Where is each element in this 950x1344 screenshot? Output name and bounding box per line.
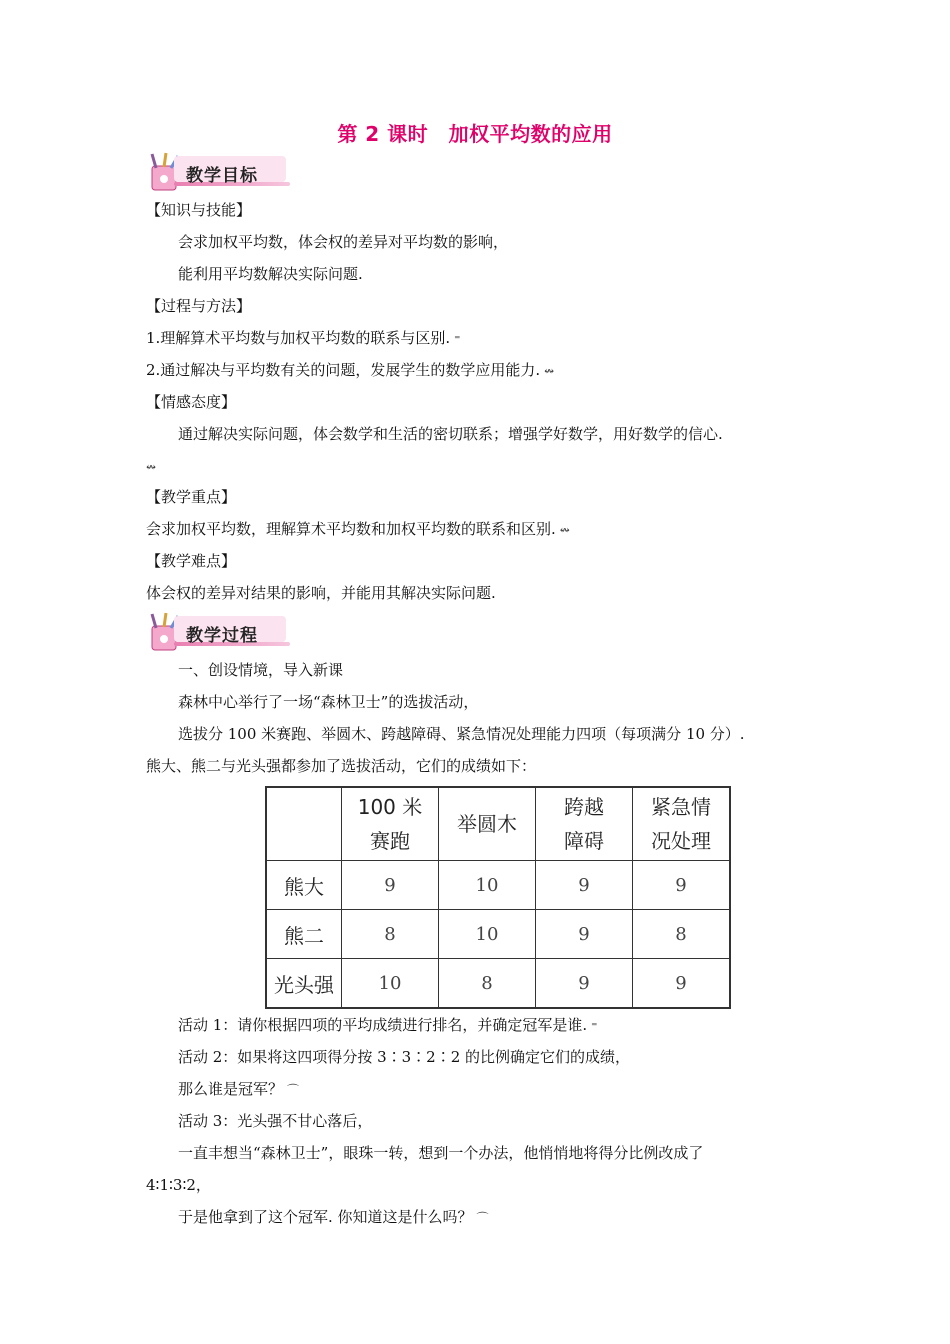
squiggle-mark-icon: ↭ (146, 460, 157, 474)
row-name-cell: 熊二 (266, 910, 342, 959)
activity-line-4: 活动 3：光头强不甘心落后， (178, 1112, 373, 1130)
difficulty-line: 体会权的差异对结果的影响，并能用其解决实际问题. (146, 584, 496, 602)
score-cell: 9 (342, 861, 439, 910)
knowledge-line-1: 会求加权平均数，体会权的差异对平均数的影响， (178, 233, 509, 251)
table-row (266, 959, 730, 1009)
focus-heading: 【教学重点】 (146, 488, 237, 506)
activity-line-7: 于是他拿到了这个冠军. 你知道这是什么吗？ ⌒ (178, 1208, 489, 1226)
focus-line: 会求加权平均数，理解算术平均数和加权平均数的联系和区别. ↭ (146, 520, 570, 538)
score-cell: 9 (633, 959, 731, 1009)
process-line-2: 2.通过解决与平均数有关的问题，发展学生的数学应用能力. ↭ (146, 361, 555, 379)
intro-line-2: 森林中心举行了一场“森林卫士”的选拔活动， (178, 693, 479, 711)
section-banner-process (146, 612, 290, 654)
knowledge-line-2: 能利用平均数解决实际问题. (178, 265, 363, 283)
squiggle-mark-icon: ↭ (559, 523, 570, 537)
section-banner-label: 教学过程 (186, 626, 258, 646)
table-header-cell: 紧急情 况处理 (633, 787, 731, 861)
squiggle-mark-icon: ⁼ (454, 332, 461, 346)
score-cell: 10 (439, 910, 536, 959)
activity-line-3: 那么谁是冠军？ ⌒ (178, 1080, 300, 1098)
score-cell: 9 (633, 861, 731, 910)
scores-table (265, 786, 731, 1009)
table-row (266, 861, 730, 910)
table-header-row (266, 787, 730, 861)
intro-line-4: 熊大、熊二与光头强都参加了选拔活动，它们的成绩如下： (146, 757, 537, 775)
score-cell: 10 (342, 959, 439, 1009)
process-line-1: 1.理解算术平均数与加权平均数的联系与区别. ⁼ (146, 329, 461, 347)
score-cell: 8 (439, 959, 536, 1009)
activity-line-5: 一直丰想当“森林卫士”，眼珠一转，想到一个办法，他悄悄地将得分比例改成了 (178, 1144, 704, 1162)
knowledge-heading: 【知识与技能】 (146, 201, 252, 219)
bracket-mark-icon: ⌒ (287, 1083, 300, 1097)
row-name-cell: 光头强 (266, 959, 342, 1009)
score-cell: 8 (633, 910, 731, 959)
squiggle-mark-icon: ⁼ (591, 1019, 598, 1033)
process-heading: 【过程与方法】 (146, 297, 252, 315)
emotion-heading: 【情感态度】 (146, 393, 237, 411)
score-cell: 9 (536, 959, 633, 1009)
emotion-line: 通过解决实际问题，体会数学和生活的密切联系；增强学好数学，用好数学的信心. (178, 425, 723, 443)
table-header-cell: 跨越 障碍 (536, 787, 633, 861)
table-header-cell: 举圆木 (439, 787, 536, 861)
squiggle-mark-icon: ↭ (544, 364, 555, 378)
section-banner-objectives (146, 152, 290, 194)
page-title: 第 2 课时 加权平均数的应用 (337, 122, 613, 146)
table-row (266, 910, 730, 959)
intro-line-3: 选拔分 100 米赛跑、举圆木、跨越障碍、紧急情况处理能力四项（每项满分 10 分）. (178, 725, 745, 743)
score-cell: 8 (342, 910, 439, 959)
activity-line-6: 4∶1∶3∶2， (146, 1176, 211, 1194)
activity-line-1: 活动 1：请你根据四项的平均成绩进行排名，并确定冠军是谁. ⁼ (178, 1016, 598, 1034)
row-name-cell: 熊大 (266, 861, 342, 910)
table-corner-cell (266, 787, 342, 861)
activity-line-2: 活动 2：如果将这四项得分按 3∶3∶2∶2 的比例确定它们的成绩， (178, 1048, 631, 1066)
difficulty-heading: 【教学难点】 (146, 552, 237, 570)
bracket-mark-icon: ⌒ (476, 1211, 489, 1225)
section-banner-label: 教学目标 (186, 166, 258, 186)
score-cell: 9 (536, 910, 633, 959)
table-header-cell: 100 米 赛跑 (342, 787, 439, 861)
score-cell: 9 (536, 861, 633, 910)
score-cell: 10 (439, 861, 536, 910)
intro-line-1: 一、创设情境，导入新课 (178, 661, 344, 679)
